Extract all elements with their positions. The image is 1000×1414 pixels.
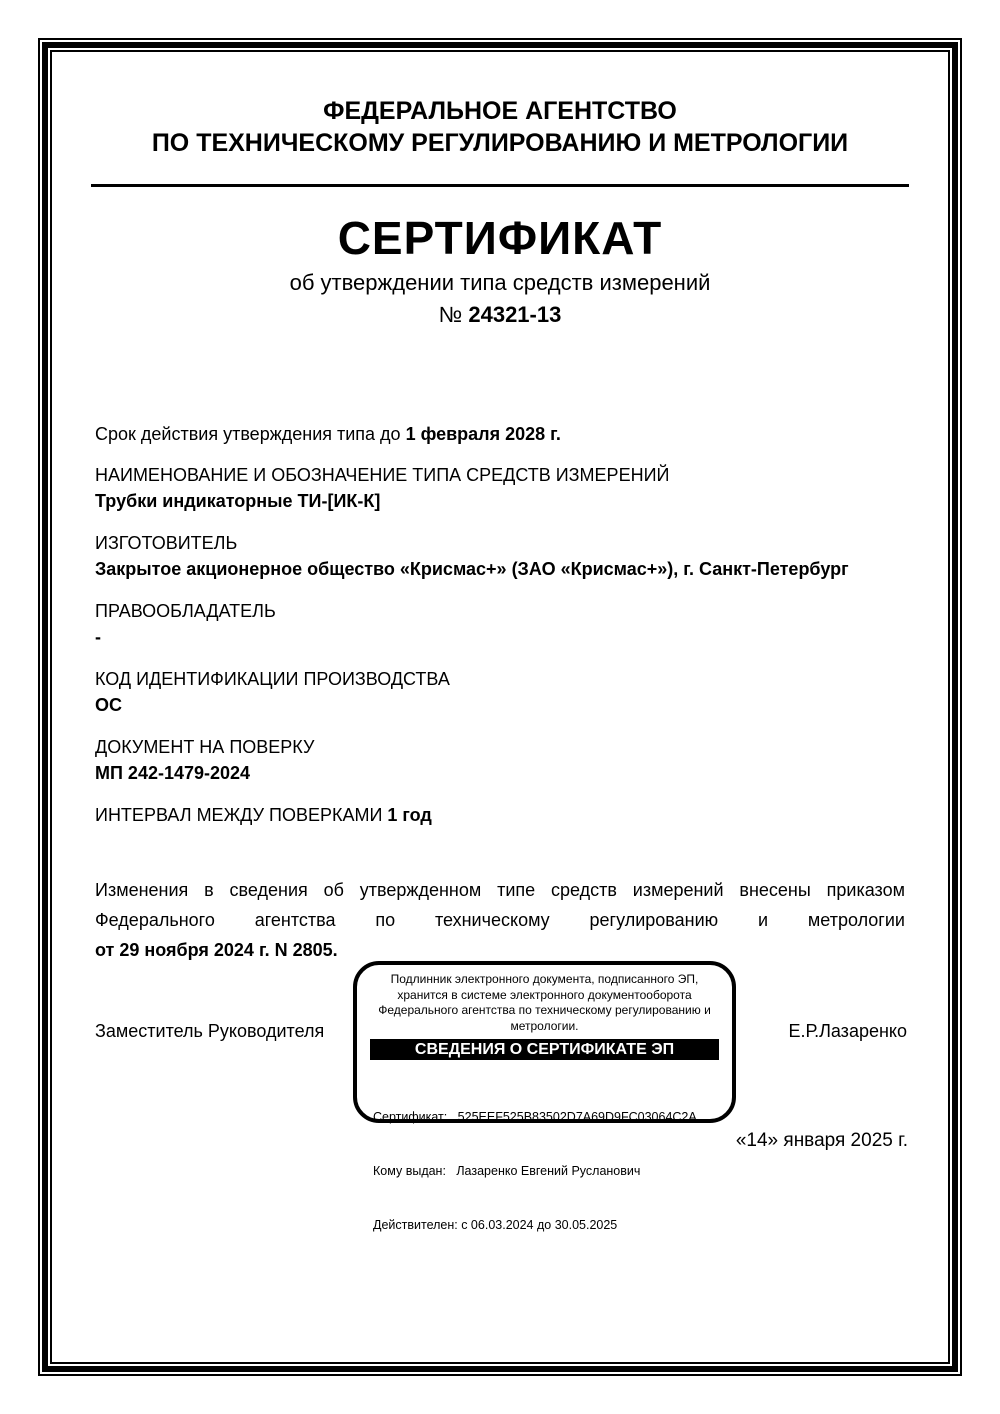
field-rightholder xyxy=(95,598,905,650)
number-prefix: № xyxy=(438,302,469,327)
signatory-name: Е.Р.Лазаренко xyxy=(788,1021,907,1041)
stamp-bar-title: СВЕДЕНИЯ О СЕРТИФИКАТЕ ЭП xyxy=(370,1039,719,1060)
interval-label: ИНТЕРВАЛ МЕЖДУ ПОВЕРКАМИ xyxy=(95,805,388,825)
field-label: НАИМЕНОВАНИЕ И ОБОЗНАЧЕНИЕ ТИПА СРЕДСТВ ИЗМЕРЕНИЙ xyxy=(95,465,670,485)
header-divider xyxy=(91,184,909,187)
field-value: ОС xyxy=(95,695,122,715)
field-manufacturer xyxy=(95,530,905,582)
field-production-code xyxy=(95,666,905,718)
amendment-paragraph xyxy=(95,875,905,965)
interval-value: 1 год xyxy=(387,805,432,825)
agency-header-line2: ПО ТЕХНИЧЕСКОМУ РЕГУЛИРОВАНИЮ И МЕТРОЛОГИИ xyxy=(151,129,849,157)
field-label: КОД ИДЕНТИФИКАЦИИ ПРОИЗВОДСТВА xyxy=(95,669,450,689)
field-value: Закрытое акционерное общество «Крисмас+» (ЗАО «Крисмас+»), г. Санкт-Петербург xyxy=(95,559,849,579)
certificate-number: 24321-13 xyxy=(468,302,562,327)
stamp-notice-text: Подлинник электронного документа, подписанного ЭП, хранится в системе электронного документооборота Федерального агентства по техническому регулированию и метрологии. xyxy=(378,972,711,1033)
validity-line xyxy=(95,421,905,447)
field-value: МП 242-1479-2024 xyxy=(95,763,251,783)
certificate-body xyxy=(95,421,905,965)
validity-value: 1 февраля 2028 г. xyxy=(405,424,561,444)
stamp-issued-line: Кому выдан: Лазаренко Евгений Русланович xyxy=(373,1164,641,1178)
interval-line xyxy=(95,802,905,828)
validity-label: Срок действия утверждения типа до xyxy=(95,424,406,444)
field-label: ДОКУМЕНТ НА ПОВЕРКУ xyxy=(95,737,315,757)
certificate-number-line xyxy=(95,301,905,329)
field-value: - xyxy=(95,627,101,647)
agency-header-line1: ФЕДЕРАЛЬНОЕ АГЕНТСТВО xyxy=(323,97,677,125)
document-title: СЕРТИФИКАТ xyxy=(337,212,663,264)
amendment-order-date: от 29 ноября 2024 г. N 2805. xyxy=(95,940,338,960)
amendment-line1: Изменения в сведения об утвержденном типе средств измерений внесены приказом xyxy=(95,880,905,900)
field-type-name xyxy=(95,462,905,514)
document-subtitle: об утверждении типа средств измерений xyxy=(289,270,711,295)
agency-header xyxy=(95,95,905,159)
stamp-valid-line: Действителен: с 06.03.2024 до 30.05.2025 xyxy=(373,1218,618,1232)
electronic-signature-stamp xyxy=(353,961,736,1232)
field-label: ИЗГОТОВИТЕЛЬ xyxy=(95,533,238,553)
field-verification-document xyxy=(95,734,905,786)
signatory-position: Заместитель Руководителя xyxy=(95,1021,325,1041)
field-value: Трубки индикаторные ТИ-[ИК-К] xyxy=(95,491,381,511)
stamp-certificate-line: Сертификат: 525EEF525B83502D7A69D9FC03064C2A xyxy=(373,1110,697,1124)
document-date: «14» января 2025 г. xyxy=(735,1130,908,1151)
field-label: ПРАВООБЛАДАТЕЛЬ xyxy=(95,601,276,621)
amendment-line2: Федерального агентства по техническому регулированию и метрологии xyxy=(95,910,905,930)
stamp-details xyxy=(373,1072,722,1270)
